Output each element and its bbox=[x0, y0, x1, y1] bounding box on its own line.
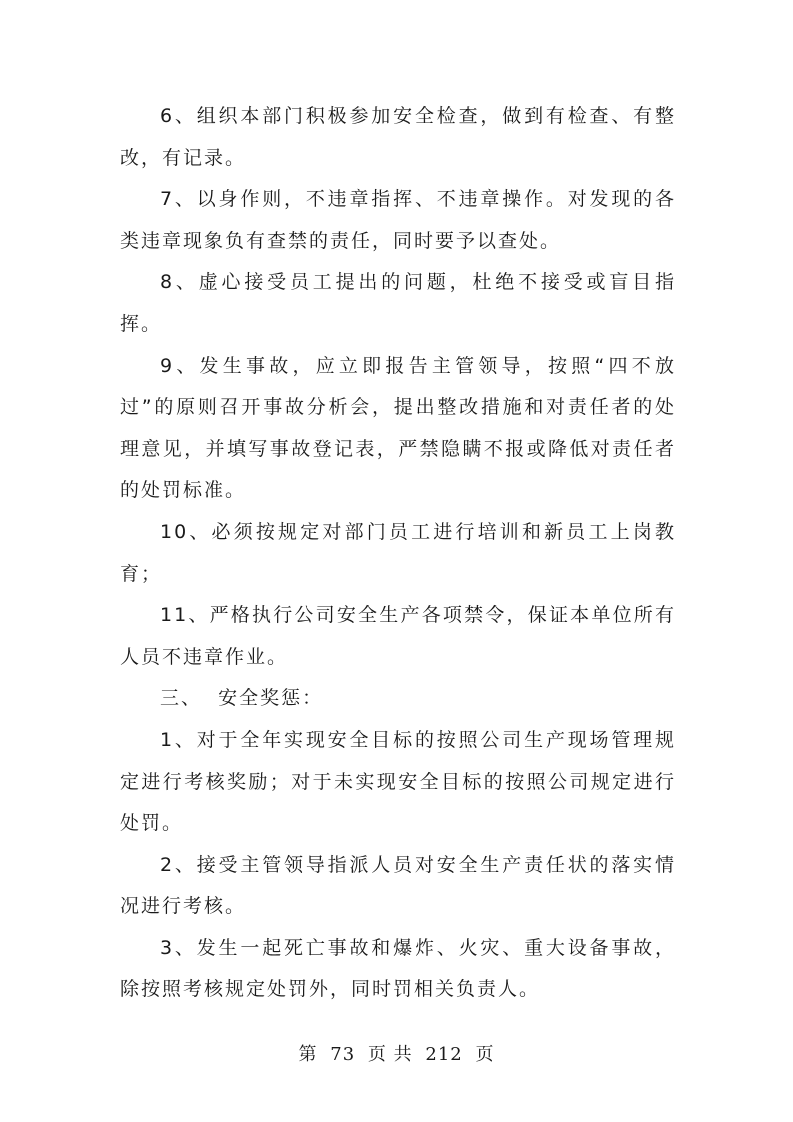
paragraph-item-10: 10、必须按规定对部门员工进行培训和新员工上岗教育； bbox=[120, 520, 676, 585]
footer-middle: 页 共 bbox=[367, 1044, 413, 1065]
current-page-number: 73 bbox=[330, 1044, 356, 1065]
paragraph-item-6: 6、组织本部门积极参加安全检查，做到有检查、有整改，有记录。 bbox=[120, 105, 676, 169]
document-body bbox=[120, 96, 676, 1011]
paragraph-reward-3: 3、发生一起死亡事故和爆炸、火灾、重大设备事故，除按照考核规定处罚外，同时罚相关负责人。 bbox=[120, 936, 676, 1001]
footer-suffix: 页 bbox=[475, 1044, 495, 1065]
paragraph-item-8: 8、虚心接受员工提出的问题，杜绝不接受或盲目指挥。 bbox=[120, 271, 676, 335]
section-heading-safety-rewards: 三、 安全奖惩： bbox=[160, 687, 324, 710]
paragraph-reward-2: 2、接受主管领导指派人员对安全生产责任状的落实情况进行考核。 bbox=[120, 853, 676, 918]
paragraph-item-11: 11、严格执行公司安全生产各项禁令，保证本单位所有人员不违章作业。 bbox=[120, 604, 676, 668]
page-footer bbox=[0, 1040, 793, 1066]
paragraph-reward-1: 1、对于全年实现安全目标的按照公司生产现场管理规定进行考核奖励；对于未实现安全目标的按照公司规定进行处罚。 bbox=[120, 728, 676, 835]
total-pages-number: 212 bbox=[425, 1044, 463, 1065]
paragraph-item-9: 9、发生事故，应立即报告主管领导，按照“四不放过”的原则召开事故分析会，提出整改措施和对责任者的处理意见，并填写事故登记表，严禁隐瞒不报或降低对责任者的处罚标准。 bbox=[120, 354, 676, 502]
paragraph-item-7: 7、以身作则，不违章指挥、不违章操作。对发现的各类违章现象负有查禁的责任，同时要予以查处。 bbox=[120, 188, 676, 252]
footer-prefix: 第 bbox=[298, 1044, 318, 1065]
